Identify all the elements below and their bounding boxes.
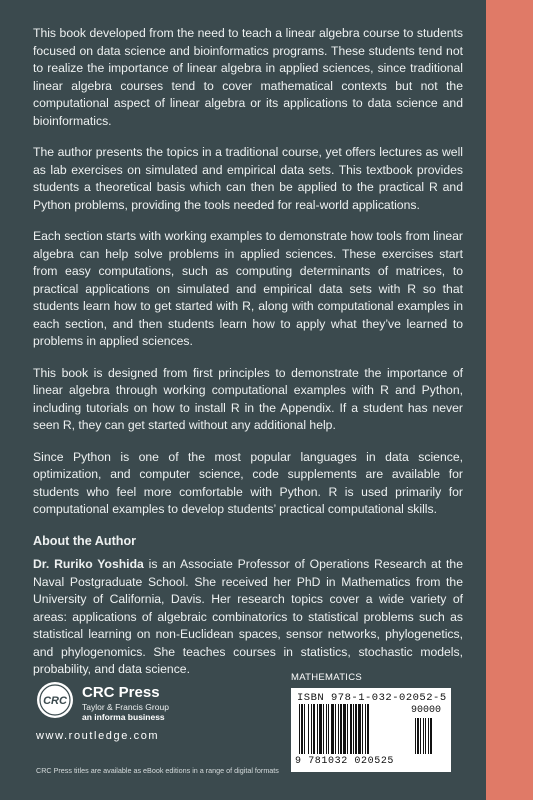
- ebook-footnote: CRC Press titles are available as eBook editions in a range of digital formats: [36, 766, 279, 775]
- about-heading: About the Author: [33, 533, 137, 548]
- barcode-graphic: [297, 704, 445, 756]
- paragraph-4: This book is designed from first principles to demonstrate the importance of linear algebra through working computational examples with R and Python, including tutorials on how to install R in the Appendix. If a student has never seen R, they can get started without any additional help.: [33, 365, 463, 432]
- barcode-box: [291, 688, 451, 772]
- badge-text: CRC: [43, 695, 67, 707]
- publisher-group: Taylor & Francis Group: [82, 702, 169, 712]
- subject-label: MATHEMATICS: [291, 672, 363, 683]
- isbn-text: ISBN 978-1-032-02052-5: [297, 692, 447, 704]
- crc-badge-icon: [36, 681, 74, 719]
- publisher-informa: an informa business: [82, 712, 165, 722]
- publisher-website[interactable]: www.routledge.com: [36, 730, 160, 742]
- author-name: Dr. Ruriko Yoshida: [33, 557, 144, 571]
- paragraph-5: Since Python is one of the most popular languages in data science, optimization, and computer science, code supplements are available for students who feel more comfortable with Python. R is used primarily for computational examples to develop students’ practical computational skills.: [33, 449, 463, 516]
- paragraph-3: Each section starts with working examples to demonstrate how tools from linear algebra can help solve problems in applied sciences. These exercises start from easy computations, such as computing determinants of matrices, to practical applications on simulated and empirical data sets with R so that students learn how to get started with R, along with computational examples in each section, and then students learn how to apply what they’ve learned to problems in applied sciences.: [33, 229, 463, 348]
- price-code: 90000: [411, 705, 442, 716]
- back-cover-text: [33, 25, 463, 693]
- paragraph-1: This book developed from the need to teach a linear algebra course to students focused on data science and bioinformatics programs. These students tend not to realize the importance of linear algebra in applied sciences, since traditional linear algebra courses tend to cover mathematical contexts but not the computational aspect of linear algebra or its applications to data science and bioinformatics.: [33, 26, 463, 128]
- paragraph-2: The author presents the topics in a traditional course, yet offers lectures as well as lab exercises on simulated and empirical data sets. This textbook provides students a theoretical basis which can then be applied to the practical R and Python problems, providing the tools needed for real-world applications.: [33, 145, 463, 212]
- barcode-number: 9 781032 020525: [295, 756, 395, 767]
- publisher-name: CRC Press: [82, 684, 160, 701]
- author-paragraph: [33, 556, 463, 679]
- accent-stripe: [486, 0, 533, 800]
- author-bio: is an Associate Professor of Operations Research at the Naval Postgraduate School. She received her PhD in Mathematics from the University of California, Davis. Her research topics cover a wide variety of areas: applications of algebraic combinatorics to statistical problems such as statistical learning on non-Euclidean spaces, sensor networks, phylogenetics, and phylogenomics. She teaches courses in statistics, stochastic models, probability, and data science.: [33, 557, 463, 676]
